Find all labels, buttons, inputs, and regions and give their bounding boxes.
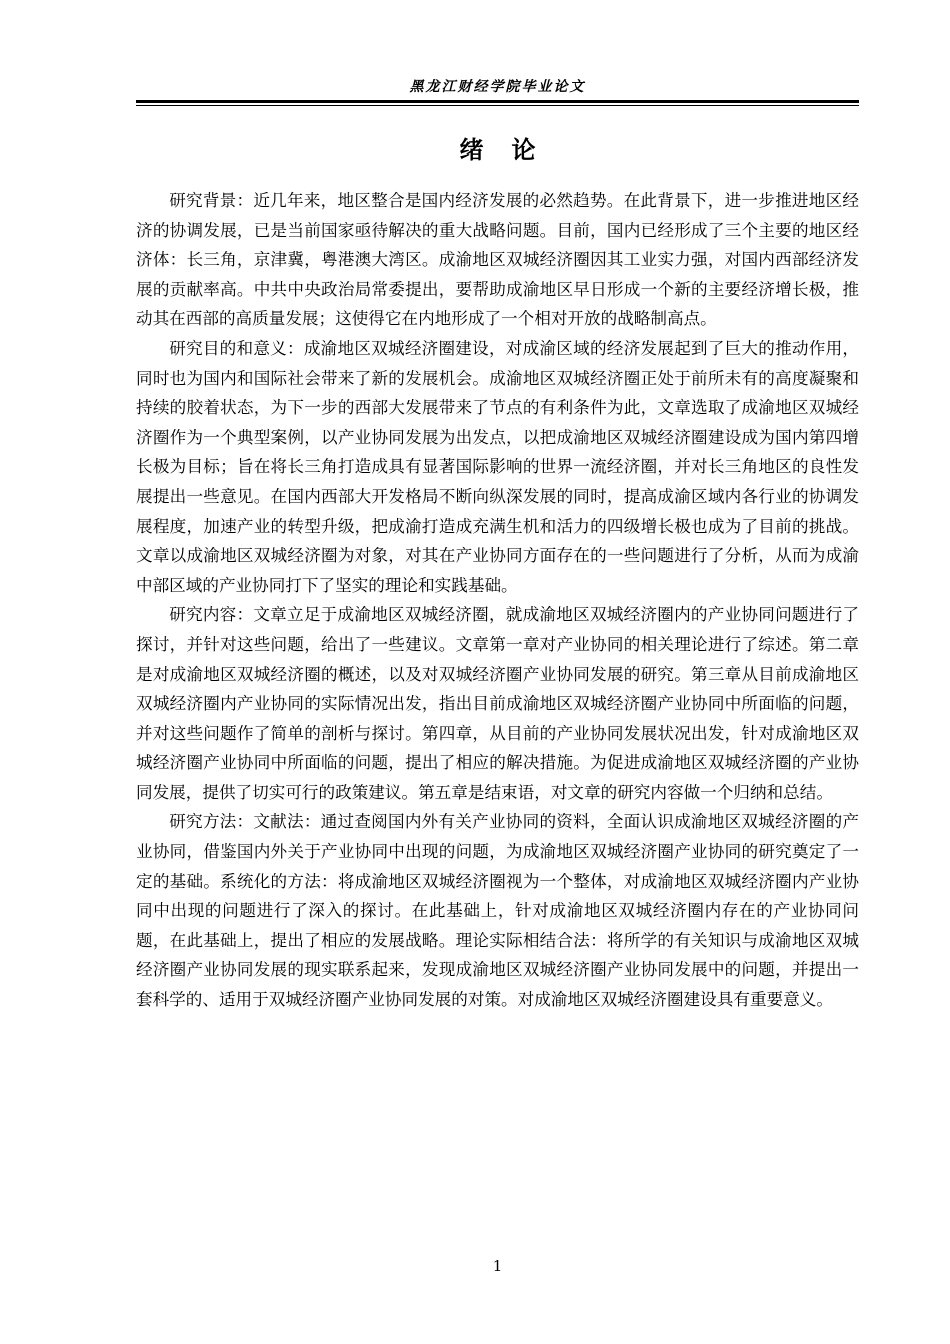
paragraph-methods: 研究方法：文献法：通过查阅国内外有关产业协同的资料，全面认识成渝地区双城经济圈的产业协同，借鉴国内外关于产业协同中出现的问题，为成渝地区双城经济圈产业协同的研究奠定了一定的基础。系统化的方法：将成渝地区双城经济圈视为一个整体，对成渝地区双城经济圈内产业协同中出现的问题进行了深入的探讨。在此基础上，针对成渝地区双城经济圈内存在的产业协同问题，在此基础上，提出了相应的发展战略。理论实际相结合法：将所学的有关知识与成渝地区双城经济圈产业协同发展的现实联系起来，发现成渝地区双城经济圈产业协同发展中的问题，并提出一套科学的、适用于双城经济圈产业协同发展的对策。对成渝地区双城经济圈建设具有重要意义。 <box>136 812 859 1010</box>
running-header: 黑龙江财经学院毕业论文 <box>409 79 586 95</box>
header-rule-thin <box>136 105 859 106</box>
header-rule-thick <box>136 100 859 103</box>
section-title: 绪论 <box>459 136 564 164</box>
body-text <box>136 186 859 1015</box>
paragraph-content: 研究内容：文章立足于成渝地区双城经济圈，就成渝地区双城经济圈内的产业协同问题进行了探讨，并针对这些问题，给出了一些建议。文章第一章对产业协同的相关理论进行了综述。第二章是对成渝地区双城经济圈的概述，以及对双城经济圈产业协同发展的研究。第三章从目前成渝地区双城经济圈内产业协同的实际情况出发，指出目前成渝地区双城经济圈产业协同中所面临的问题，并对这些问题作了简单的剖析与探讨。第四章，从目前的产业协同发展状况出发，针对成渝地区双城经济圈产业协同中所面临的问题，提出了相应的解决措施。为促进成渝地区双城经济圈的产业协同发展，提供了切实可行的政策建议。第五章是结束语，对文章的研究内容做一个归纳和总结。 <box>136 605 859 802</box>
paragraph-background: 研究背景：近几年来，地区整合是国内经济发展的必然趋势。在此背景下，进一步推进地区经济的协调发展，已是当前国家亟待解决的重大战略问题。目前，国内已经形成了三个主要的地区经济体：长三角，京津冀，粤港澳大湾区。成渝地区双城经济圈因其工业实力强，对国内西部经济发展的贡献率高。中共中央政治局常委提出，要帮助成渝地区早日形成一个新的主要经济增长极，推动其在西部的高质量发展；这使得它在内地形成了一个相对开放的战略制高点。 <box>136 191 859 329</box>
page-number: 1 <box>492 1257 503 1275</box>
paragraph-purpose: 研究目的和意义：成渝地区双城经济圈建设，对成渝区域的经济发展起到了巨大的推动作用，同时也为国内和国际社会带来了新的发展机会。成渝地区双城经济圈正处于前所未有的高度凝聚和持续的胶着状态，为下一步的西部大发展带来了节点的有利条件为此，文章选取了成渝地区双城经济圈作为一个典型案例，以产业协同发展为出发点，以把成渝地区双城经济圈建设成为国内第四增长极为目标；旨在将长三角打造成具有显著国际影响的世界一流经济圈，并对长三角地区的良性发展提出一些意见。在国内西部大开发格局不断向纵深发展的同时，提高成渝区域内各行业的协调发展程度，加速产业的转型升级，把成渝打造成充满生机和活力的四级增长极也成为了目前的挑战。文章以成渝地区双城经济圈为对象，对其在产业协同方面存在的一些问题进行了分析，从而为成渝中部区域的产业协同打下了坚实的理论和实践基础。 <box>136 338 859 595</box>
